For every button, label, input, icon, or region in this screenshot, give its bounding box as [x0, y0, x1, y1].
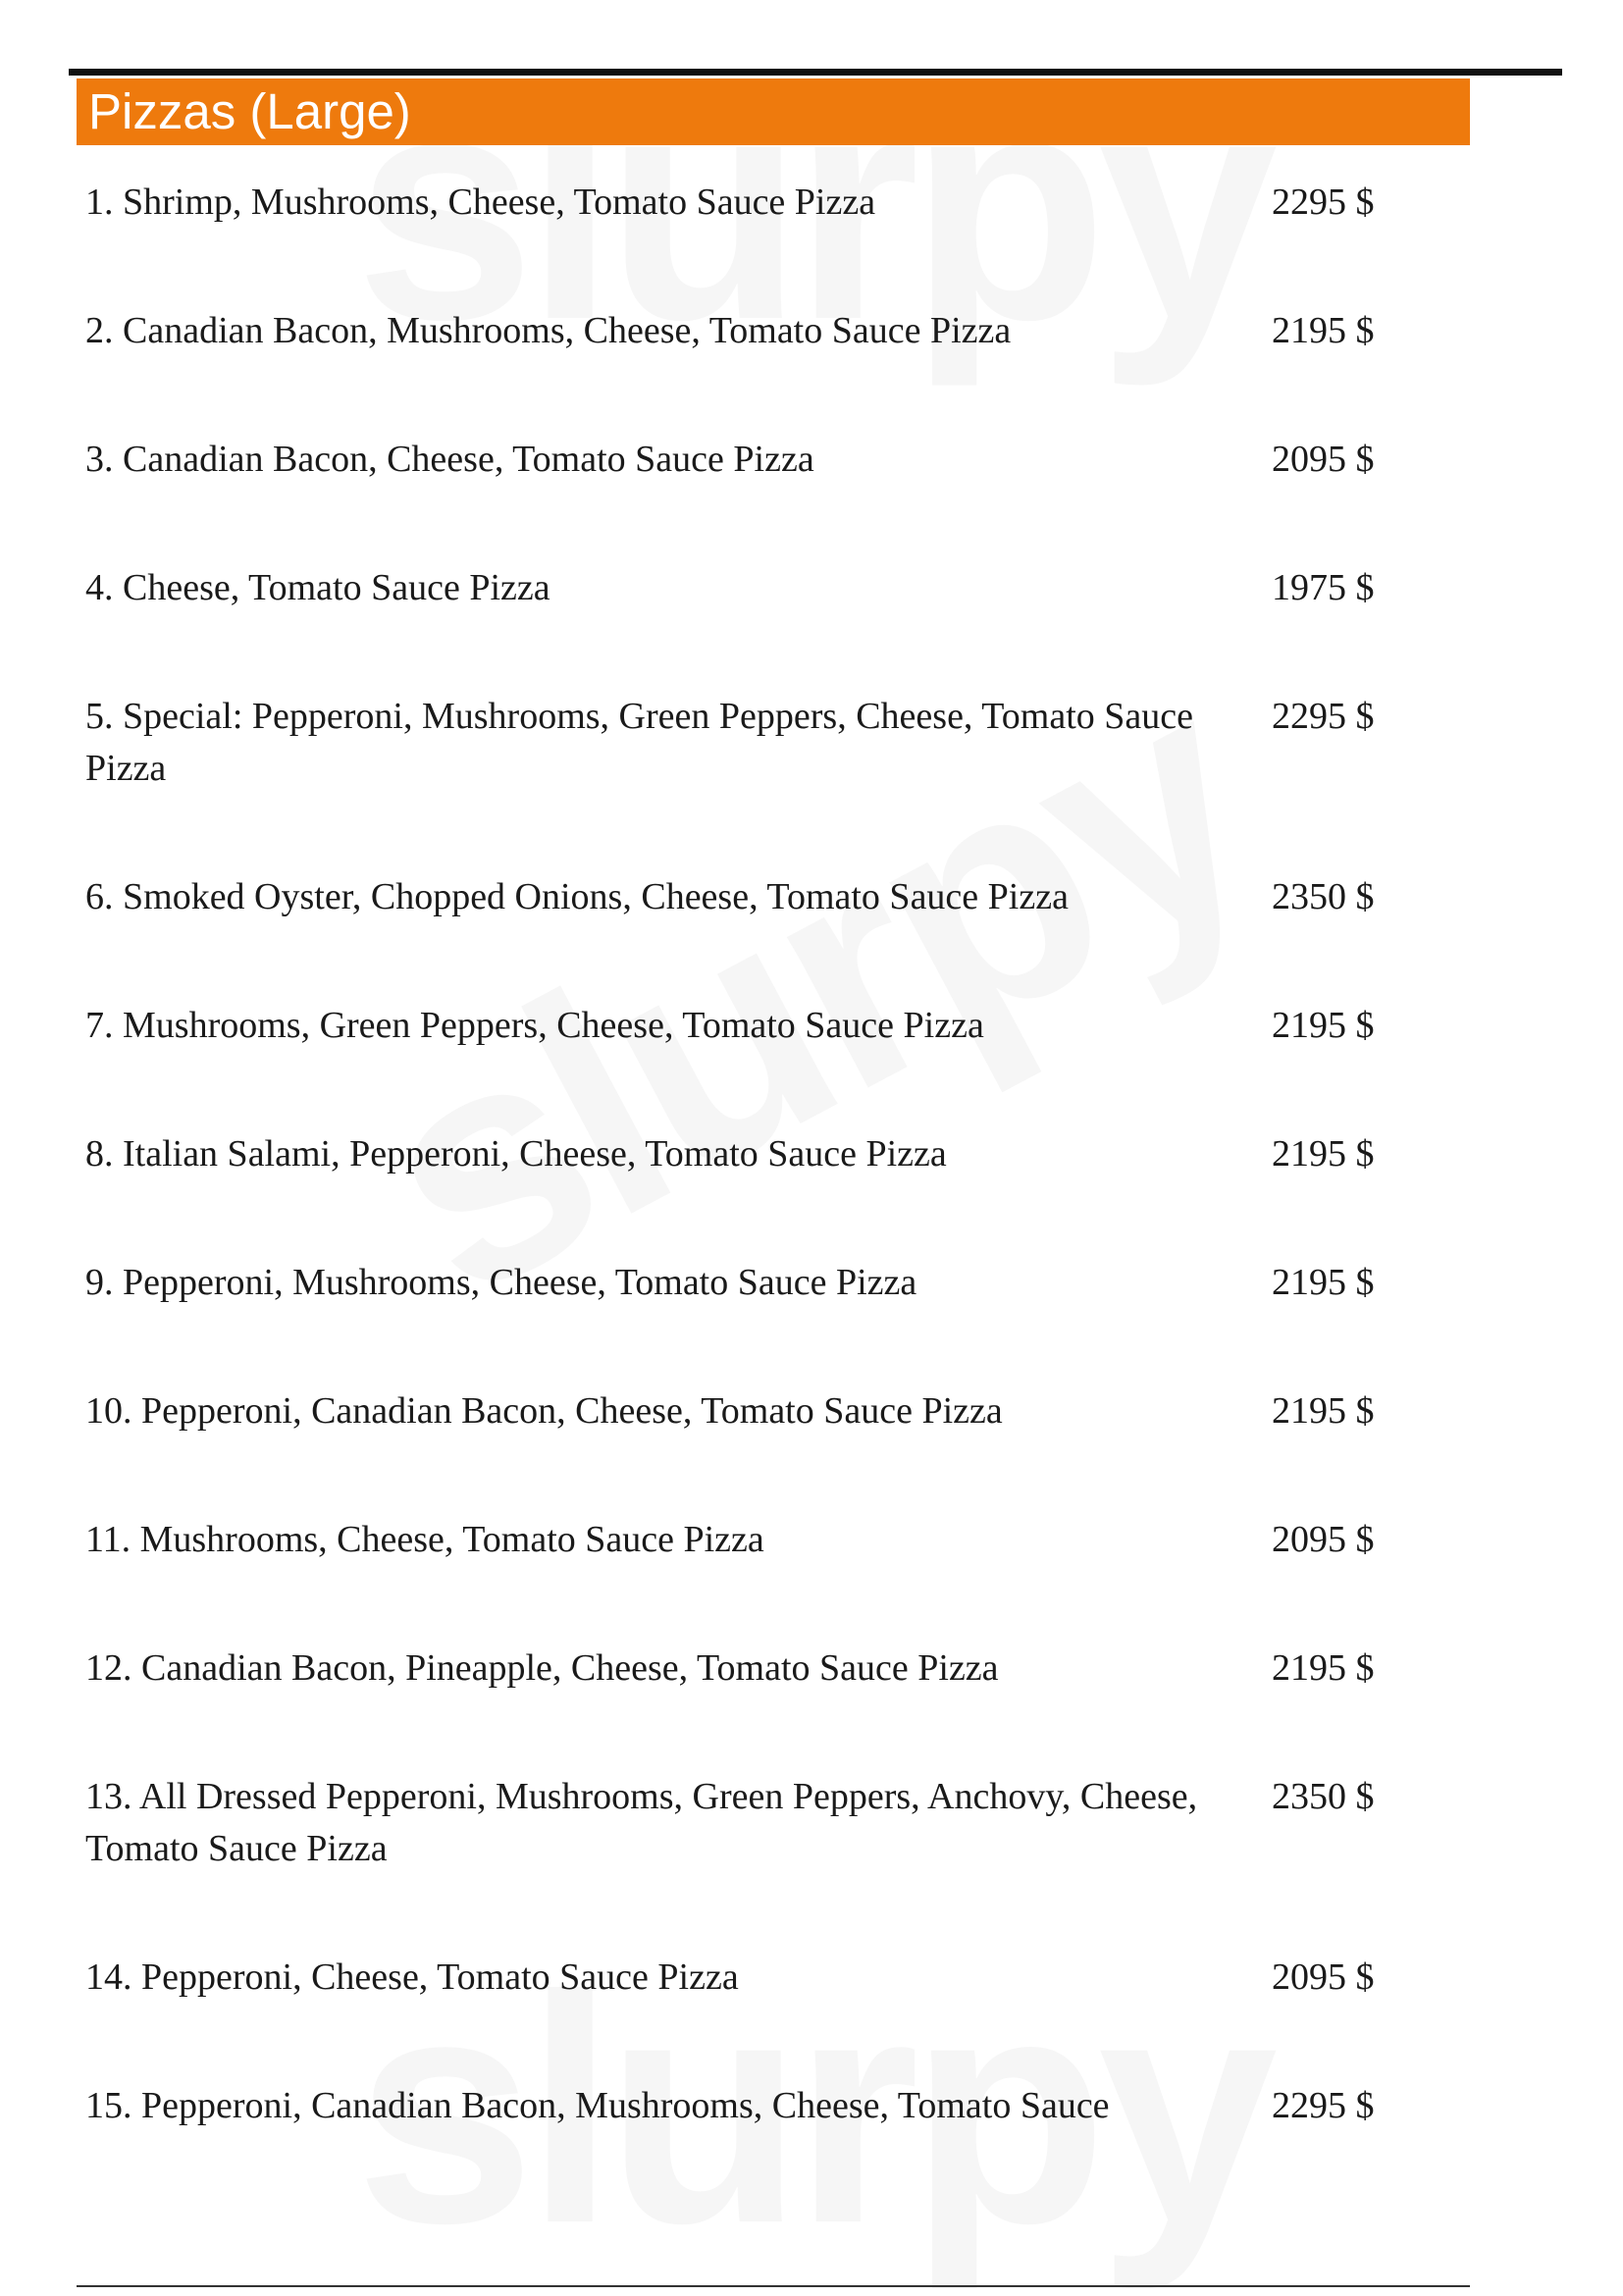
item-price: 2350 $ [1272, 1776, 1375, 1817]
item-price: 2350 $ [1272, 876, 1375, 917]
section-title: Pizzas (Large) [88, 83, 411, 139]
item-name: 11. Mushrooms, Cheese, Tomato Sauce Pizza [85, 1519, 764, 1560]
item-name: 5. Special: Pepperoni, Mushrooms, Green Peppers, Cheese, Tomato Sauce Pizza [85, 696, 1194, 789]
item-name: 1. Shrimp, Mushrooms, Cheese, Tomato Sauce Pizza [85, 182, 876, 223]
item-name: 13. All Dressed Pepperoni, Mushrooms, Green Peppers, Anchovy, Cheese, Tomato Sauce Pizza [85, 1776, 1198, 1869]
item-price: 1975 $ [1272, 567, 1375, 608]
item-price: 2095 $ [1272, 1519, 1375, 1560]
item-price: 2195 $ [1272, 1390, 1375, 1432]
bottom-rule [77, 2285, 1470, 2287]
item-price: 2195 $ [1272, 1262, 1375, 1303]
item-price: 2295 $ [1272, 182, 1375, 223]
item-price: 2195 $ [1272, 1647, 1375, 1689]
item-name: 7. Mushrooms, Green Peppers, Cheese, Tomato Sauce Pizza [85, 1005, 984, 1046]
item-price: 2095 $ [1272, 439, 1375, 480]
item-name: 10. Pepperoni, Canadian Bacon, Cheese, Tomato Sauce Pizza [85, 1390, 1003, 1432]
item-price: 2295 $ [1272, 696, 1375, 737]
item-name: 8. Italian Salami, Pepperoni, Cheese, Tomato Sauce Pizza [85, 1133, 947, 1174]
item-name: 3. Canadian Bacon, Cheese, Tomato Sauce Pizza [85, 439, 814, 480]
item-name: 9. Pepperoni, Mushrooms, Cheese, Tomato Sauce Pizza [85, 1262, 917, 1303]
item-price: 2195 $ [1272, 1005, 1375, 1046]
item-name: 12. Canadian Bacon, Pineapple, Cheese, Tomato Sauce Pizza [85, 1647, 999, 1689]
item-name: 2. Canadian Bacon, Mushrooms, Cheese, Tomato Sauce Pizza [85, 310, 1012, 351]
item-name: 6. Smoked Oyster, Chopped Onions, Cheese, Tomato Sauce Pizza [85, 876, 1069, 917]
item-price: 2195 $ [1272, 310, 1375, 351]
item-price: 2295 $ [1272, 2085, 1375, 2126]
item-name: 4. Cheese, Tomato Sauce Pizza [85, 567, 550, 608]
item-price: 2195 $ [1272, 1133, 1375, 1174]
item-price: 2095 $ [1272, 1957, 1375, 1998]
item-name: 15. Pepperoni, Canadian Bacon, Mushrooms, Cheese, Tomato Sauce [85, 2085, 1110, 2126]
item-name: 14. Pepperoni, Cheese, Tomato Sauce Pizza [85, 1957, 739, 1998]
